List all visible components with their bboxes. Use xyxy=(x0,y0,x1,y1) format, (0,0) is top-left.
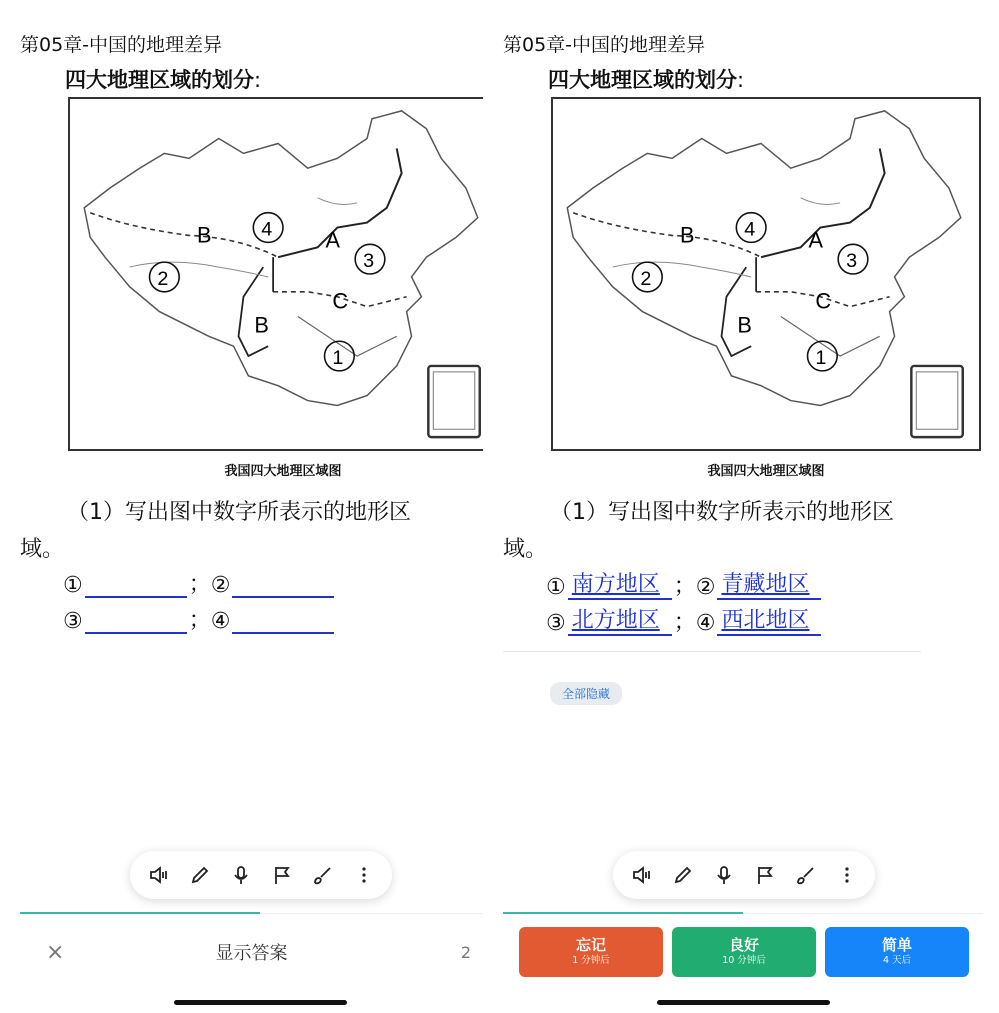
answer-row-2 xyxy=(546,603,823,636)
home-indicator xyxy=(657,1000,830,1005)
floating-toolbar xyxy=(613,851,875,899)
speaker-icon[interactable] xyxy=(146,862,172,888)
china-regions-map xyxy=(68,97,483,451)
close-button[interactable]: × xyxy=(46,939,65,965)
marker-1: ① xyxy=(546,575,566,600)
hide-all-label[interactable]: 全部隐藏 xyxy=(550,682,622,705)
home-indicator xyxy=(174,1000,347,1005)
marker-4: ④ xyxy=(695,611,716,636)
microphone-icon[interactable] xyxy=(228,862,254,888)
label-b-south: B xyxy=(254,312,269,338)
rate-easy-label: 简单 xyxy=(881,936,912,954)
progress-bar xyxy=(20,912,260,914)
marker-2: ② xyxy=(210,573,231,598)
deck-title: 第05章-中国的地理差异 xyxy=(503,34,706,56)
marker-2: ② xyxy=(695,575,716,600)
separator: ； xyxy=(673,574,696,599)
section-colon: : xyxy=(737,68,745,92)
marker-3: ③ xyxy=(546,611,566,636)
china-regions-map xyxy=(551,97,981,451)
pencil-icon[interactable] xyxy=(187,862,213,888)
separator: ； xyxy=(188,572,211,597)
label-c: C xyxy=(332,288,349,314)
blank-1 xyxy=(85,572,187,598)
answer-row-1 xyxy=(63,567,336,598)
rate-good-interval: 10 分钟后 xyxy=(722,955,766,966)
section-colon: : xyxy=(254,68,262,92)
brush-icon[interactable] xyxy=(793,862,819,888)
map-drawing xyxy=(70,99,483,449)
separator: ； xyxy=(188,608,211,633)
map-caption: 我国四大地理区域图 xyxy=(707,464,825,479)
label-3: 3 xyxy=(846,250,858,273)
rate-good-button[interactable] xyxy=(672,927,816,977)
question-line-1: （1）写出图中数字所表示的地形区 xyxy=(550,500,894,525)
rate-easy-interval: 4 天后 xyxy=(882,955,912,966)
label-4: 4 xyxy=(261,218,273,241)
label-b-south: B xyxy=(737,312,752,338)
floating-toolbar xyxy=(130,851,392,899)
marker-1: ① xyxy=(63,573,83,598)
answer-bar xyxy=(20,930,483,974)
label-2: 2 xyxy=(157,267,169,290)
flag-icon[interactable] xyxy=(269,862,295,888)
hide-all-chip[interactable] xyxy=(550,682,622,705)
label-4: 4 xyxy=(744,218,756,241)
question-line-1: （1）写出图中数字所表示的地形区 xyxy=(67,500,411,525)
section-title-text: 四大地理区域的划分 xyxy=(65,68,254,92)
separator: ； xyxy=(673,610,696,635)
section-title-text: 四大地理区域的划分 xyxy=(548,68,737,92)
label-a: A xyxy=(325,227,341,253)
marker-4: ④ xyxy=(210,609,231,634)
section-title xyxy=(65,64,261,94)
card-count: 2 xyxy=(460,942,471,962)
label-1: 1 xyxy=(332,346,344,369)
pencil-icon[interactable] xyxy=(670,862,696,888)
map-drawing xyxy=(553,99,979,449)
blank-4 xyxy=(232,608,334,634)
answer-row-1 xyxy=(546,567,823,600)
question-line-2: 域。 xyxy=(503,537,548,562)
marker-3: ③ xyxy=(63,609,83,634)
brush-icon[interactable] xyxy=(310,862,336,888)
section-title xyxy=(548,64,744,94)
rate-forget-interval: 1 分钟后 xyxy=(572,955,610,966)
label-2: 2 xyxy=(640,267,652,290)
deck-title: 第05章-中国的地理差异 xyxy=(20,34,223,56)
card-front-panel xyxy=(0,0,483,1013)
rate-forget-label: 忘记 xyxy=(575,936,606,954)
label-1: 1 xyxy=(815,346,827,369)
card-back-panel xyxy=(483,0,999,1013)
show-answer-button[interactable]: 显示答案 xyxy=(215,943,288,964)
label-b-north: B xyxy=(679,222,695,248)
speaker-icon[interactable] xyxy=(629,862,655,888)
progress-bar xyxy=(503,912,743,914)
flag-icon[interactable] xyxy=(752,862,778,888)
divider xyxy=(503,651,921,652)
answer-3: 北方地区 xyxy=(568,603,672,636)
label-3: 3 xyxy=(363,250,375,273)
blank-3 xyxy=(85,608,187,634)
label-b-north: B xyxy=(196,222,212,248)
blank-2 xyxy=(232,572,334,598)
map-caption: 我国四大地理区域图 xyxy=(224,464,342,479)
answer-row-2 xyxy=(63,603,336,634)
microphone-icon[interactable] xyxy=(711,862,737,888)
answer-4: 西北地区 xyxy=(717,603,821,636)
rate-forget-button[interactable] xyxy=(519,927,663,977)
question-line-2: 域。 xyxy=(20,537,65,562)
rate-easy-button[interactable] xyxy=(825,927,969,977)
label-a: A xyxy=(808,227,824,253)
more-icon[interactable] xyxy=(834,862,860,888)
more-icon[interactable] xyxy=(351,862,377,888)
answer-2: 青藏地区 xyxy=(717,567,821,600)
answer-1: 南方地区 xyxy=(568,567,672,600)
rate-good-label: 良好 xyxy=(728,936,759,954)
label-c: C xyxy=(815,288,832,314)
